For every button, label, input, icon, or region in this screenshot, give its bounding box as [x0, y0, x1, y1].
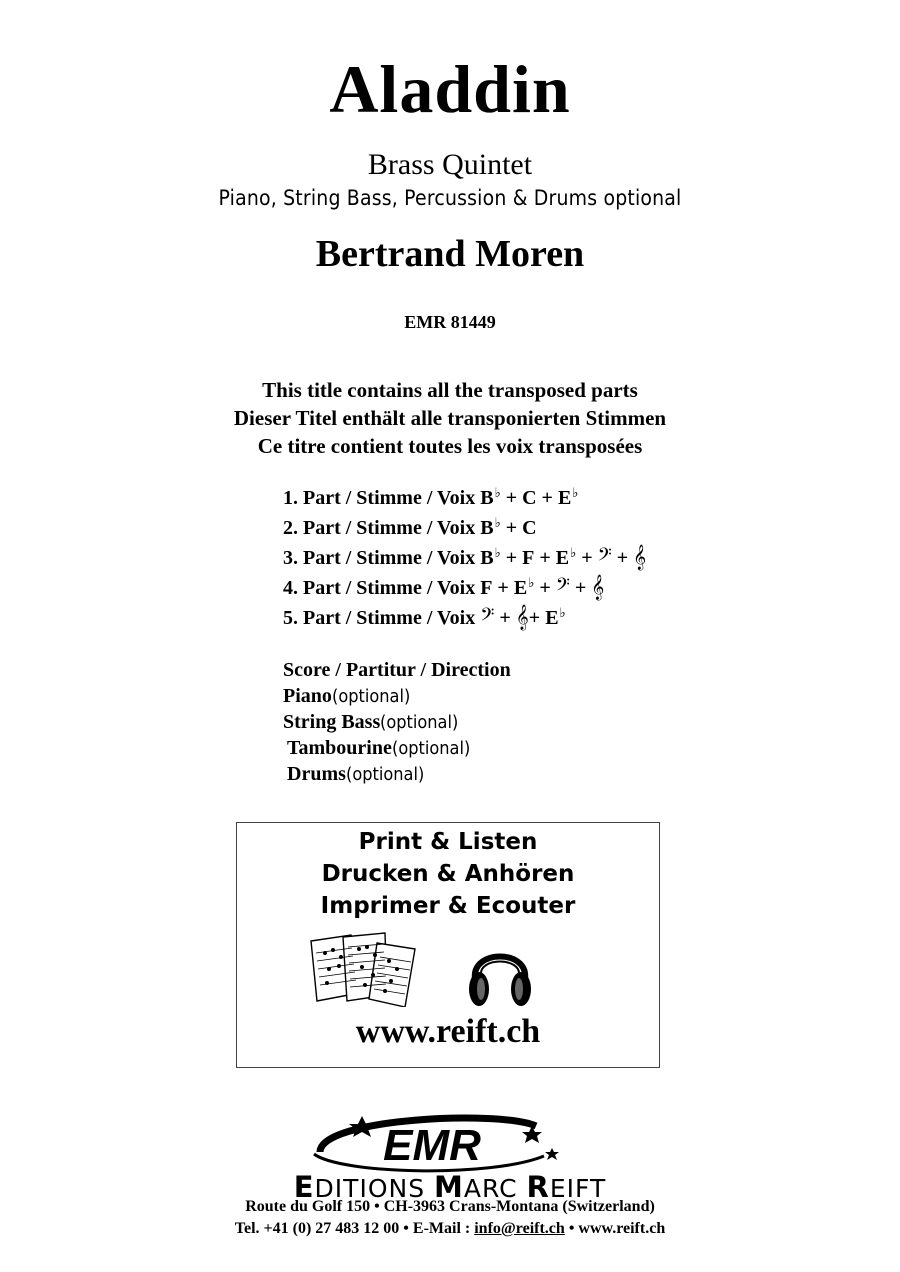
- note-line-fr: Ce titre contient toutes les voix transposées: [257, 434, 643, 458]
- bass-clef-icon: 𝄢: [480, 605, 495, 630]
- name-rest: EIFT: [549, 1174, 607, 1203]
- part-separator: +: [569, 577, 592, 599]
- extra-piano: Piano(optional): [283, 685, 411, 707]
- key-token: B♭: [480, 545, 501, 569]
- page-title: Aladdin: [329, 51, 571, 127]
- transposed-parts-note: [0, 376, 900, 460]
- ensemble-subtitle: Brass Quintet: [367, 148, 533, 181]
- print-listen-de: Drucken & Anhören: [321, 861, 575, 887]
- key-token: E♭: [513, 575, 535, 599]
- part-separator: +: [576, 547, 598, 569]
- part-row-3: [283, 539, 646, 569]
- part-separator: +: [534, 577, 556, 599]
- extra-drums: Drums(optional): [287, 763, 425, 785]
- headphones-icon: [465, 935, 535, 1009]
- email-link[interactable]: info@reift.ch: [474, 1220, 565, 1237]
- key-token: E♭: [557, 485, 579, 509]
- part-label: 1. Part / Stimme / Voix: [283, 487, 481, 509]
- composer-name: Bertrand Moren: [315, 233, 585, 275]
- parts-list: [283, 479, 646, 629]
- name-initial: E: [293, 1170, 315, 1204]
- publisher-contact: Tel. +41 (0) 27 483 12 00 • E-Mail : info@reift.ch • www.reift.ch: [234, 1220, 666, 1237]
- part-separator: + C +: [500, 487, 558, 509]
- name-rest: ARC: [463, 1174, 527, 1203]
- key-token: B♭: [480, 515, 501, 539]
- treble-clef-icon: 𝄞: [591, 575, 605, 600]
- flat-icon: ♭: [570, 545, 577, 560]
- extras-list: [283, 657, 511, 787]
- part-row-4: [283, 569, 646, 599]
- optional-instruments: Piano, String Bass, Percussion & Drums optional: [218, 186, 682, 210]
- print-listen-en: Print & Listen: [358, 829, 538, 855]
- bass-clef-icon: 𝄢: [597, 545, 612, 570]
- extra-string-bass: String Bass(optional): [283, 711, 459, 733]
- key-token: B♭: [480, 485, 501, 509]
- part-label: 5. Part / Stimme / Voix: [283, 607, 481, 629]
- part-separator: +: [611, 547, 634, 569]
- flat-icon: ♭: [528, 575, 535, 590]
- part-separator: + F +: [500, 547, 556, 569]
- part-row-5: [283, 599, 646, 629]
- part-row-1: [283, 479, 646, 509]
- name-initial: M: [434, 1170, 464, 1204]
- publisher-address: Route du Golf 150 • CH-3963 Crans-Montana (Switzerland): [245, 1198, 655, 1215]
- part-separator: +: [494, 607, 516, 629]
- catalog-number: EMR 81449: [404, 312, 496, 332]
- name-initial: R: [526, 1170, 550, 1204]
- name-rest: DITIONS: [314, 1174, 435, 1203]
- sheet-music-icon: [307, 931, 419, 1007]
- part-separator: + C: [500, 517, 537, 539]
- flat-icon: ♭: [494, 515, 501, 530]
- part-separator: +: [528, 607, 546, 629]
- bass-clef-icon: 𝄢: [555, 575, 570, 600]
- flat-icon: ♭: [494, 485, 501, 500]
- extra-tambourine: Tambourine(optional): [287, 737, 471, 759]
- part-separator: F +: [480, 577, 514, 599]
- emr-logo: [300, 1108, 560, 1178]
- extra-score: Score / Partitur / Direction: [283, 659, 511, 681]
- part-label: 2. Part / Stimme / Voix: [283, 517, 481, 539]
- print-listen-box: [236, 822, 660, 1068]
- print-listen-fr: Imprimer & Ecouter: [320, 893, 576, 919]
- key-token: E♭: [545, 605, 566, 629]
- flat-icon: ♭: [559, 605, 566, 620]
- part-label: 3. Part / Stimme / Voix: [283, 547, 481, 569]
- flat-icon: ♭: [572, 485, 579, 500]
- treble-clef-icon: 𝄞: [515, 605, 529, 630]
- logo-text: EMR: [383, 1121, 481, 1170]
- note-line-en: This title contains all the transposed parts: [262, 378, 638, 402]
- part-label: 4. Part / Stimme / Voix: [283, 577, 481, 599]
- website-url[interactable]: www.reift.ch: [355, 1013, 541, 1050]
- key-token: E♭: [555, 545, 577, 569]
- note-line-de: Dieser Titel enthält alle transponierten Stimmen: [233, 406, 667, 430]
- part-row-2: [283, 509, 646, 539]
- treble-clef-icon: 𝄞: [633, 545, 647, 570]
- flat-icon: ♭: [494, 545, 501, 560]
